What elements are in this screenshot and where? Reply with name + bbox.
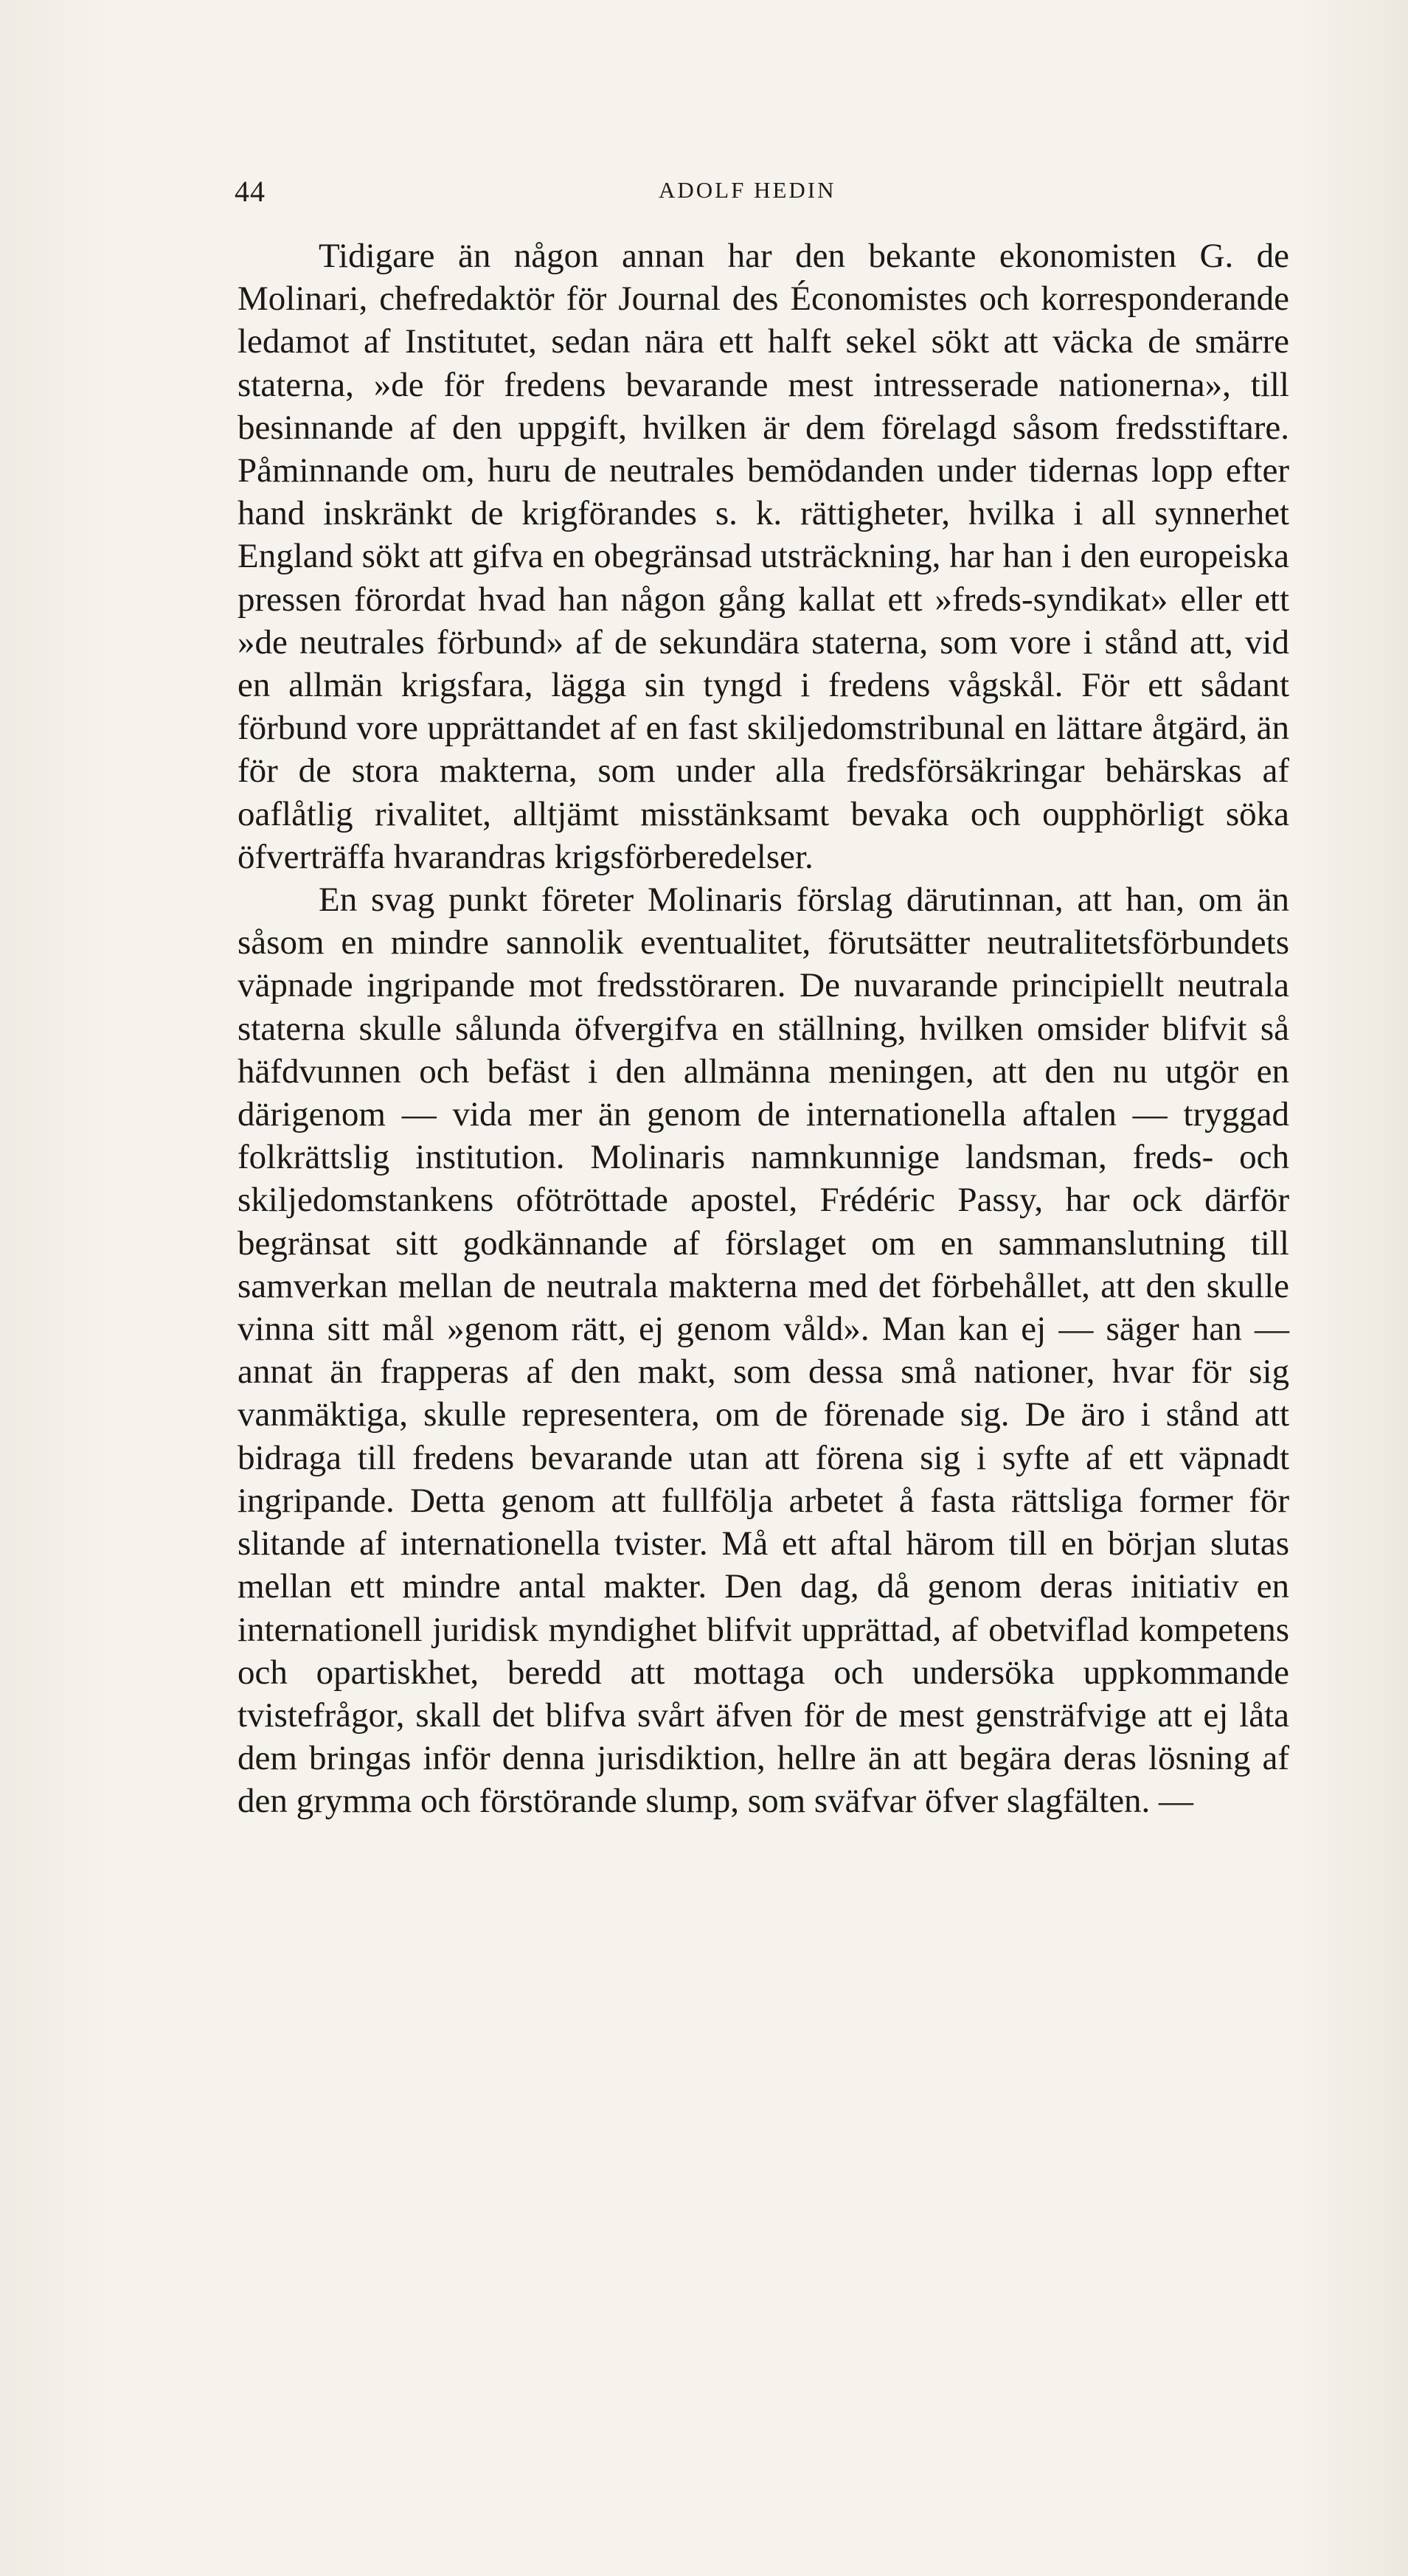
paragraph-2: En svag punkt företer Molinaris förslag därutinnan, att han, om än såsom en mindre sannolik eventualitet, förutsätter neutralitetsförbundets väpnade ingripande mot fredsstöraren. De nuvarande principiellt neutrala staterna skulle sålunda öfvergifva en ställning, hvilken omsider blifvit så häfdvunnen och befäst i den allmänna meningen, att den nu utgör en därigenom — vida mer än genom de internationella aftalen — tryggad folkrättslig institution. Molinaris namnkunnige landsman, freds- och skiljedomstankens ofötröttade apostel, Frédéric Passy, har ock därför begränsat sitt godkännande af förslaget om en sammanslutning till samverkan mellan de neutrala makterna med det förbehållet, att den skulle vinna sitt mål »genom rätt, ej genom våld». Man kan ej — säger han — annat än frapperas af den makt, som dessa små nationer, hvar för sig vanmäktiga, skulle representera, om de förenade sig. De äro i stånd att bidraga till fredens bevarande utan att förena sig i syfte af ett väpnadt ingripande. Detta genom att fullfölja arbetet å fasta rättsliga former för slitande af internationella tvister. Må ett aftal härom till en början slutas mellan ett mindre antal makter. Den dag, då genom deras initiativ en internationell juridisk myndighet blifvit upprättad, af obetviflad kompetens och opartiskhet, beredd att mottaga och undersöka uppkommande tvistefrågor, skall det blifva svårt äfven för de mest gensträfvige att ej låta dem bringas inför denna jurisdiktion, hellre än att begära deras lösning af den grymma och förstörande slump, som sväfvar öfver slagfälten. — bbox=[237, 881, 1289, 1821]
paragraph-1: Tidigare än någon annan har den bekante ekonomisten G. de Molinari, chefredaktör för Journal des Économistes och korresponderande ledamot af Institutet, sedan nära ett halft sekel sökt att väcka de smärre staterna, »de för fredens bevarande mest intresserade nationerna», till besinnande af den uppgift, hvilken är dem förelagd såsom fredsstiftare. Påminnande om, huru de neutrales bemödanden under tidernas lopp efter hand inskränkt de krigförandes s. k. rättigheter, hvilka i all synnerhet England sökt att gifva en obegränsad utsträckning, har han i den europeiska pressen förordat hvad han någon gång kallat ett »freds-syndikat» eller ett »de neutrales förbund» af de sekundära staterna, som vore i stånd att, vid en allmän krigsfara, lägga sin tyngd i fredens vågskål. För ett sådant förbund vore upprättandet af en fast skiljedomstribunal en lättare åtgärd, än för de stora makterna, som under alla fredsförsäkringar behärskas af oaflåtlig rivalitet, alltjämt misstänksamt bevaka och oupphörligt söka öfverträffa hvarandras krigsförberedelser. bbox=[237, 237, 1289, 876]
body-text bbox=[237, 235, 1289, 1823]
running-head: ADOLF HEDIN bbox=[659, 177, 836, 203]
page-header bbox=[235, 174, 1297, 211]
page-number: 44 bbox=[235, 175, 266, 208]
